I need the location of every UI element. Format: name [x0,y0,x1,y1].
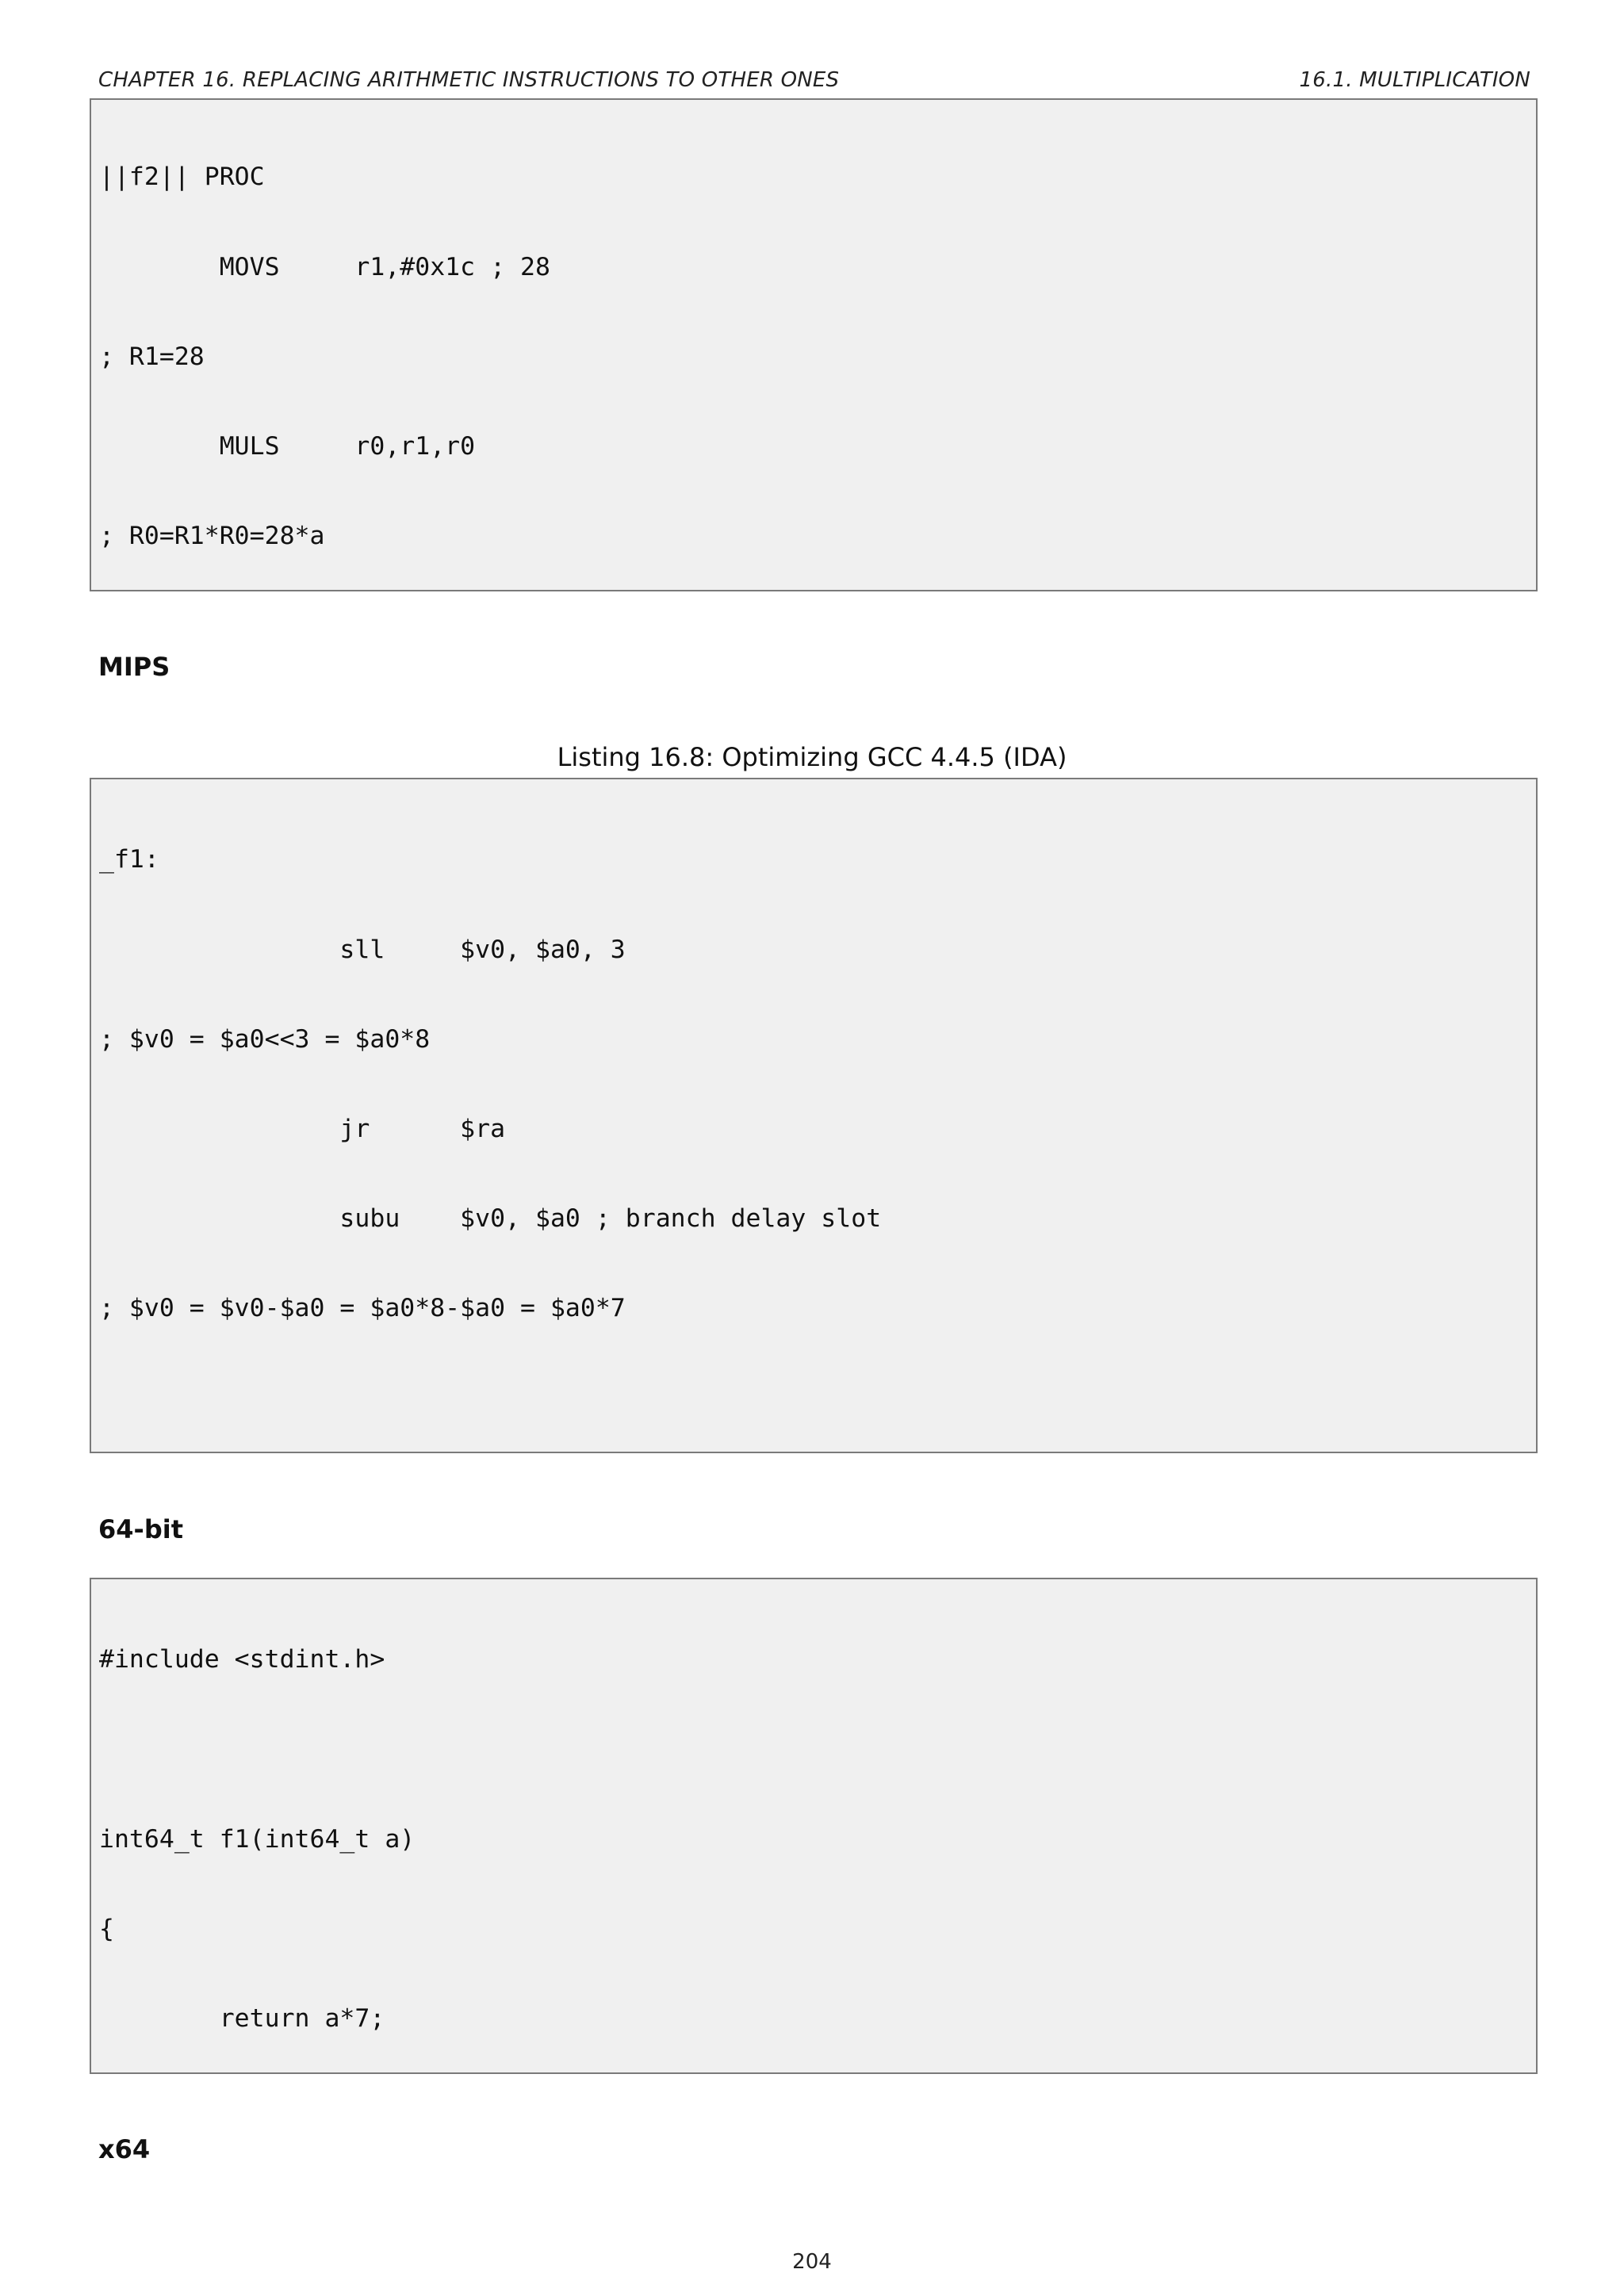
chapter-title: CHAPTER 16. REPLACING ARITHMETIC INSTRUCTIONS TO OTHER ONES [98,68,840,92]
code-line: ; $v0 = $v0-$a0 = $a0*8-$a0 = $a0*7 [99,1293,626,1322]
code-line: { [99,1914,114,1943]
code-line: subu $v0, $a0 ; branch delay slot [99,1203,882,1233]
code-line: MOVS r1,#0x1c ; 28 [99,252,550,281]
section-heading-64bit: 64-bit [98,1514,183,1544]
code-line: ; $v0 = $a0<<3 = $a0*8 [99,1024,431,1054]
code-line: int64_t f1(int64_t a) [99,1824,416,1854]
code-line: jr $ra [99,1114,506,1143]
code-line: sll $v0, $a0, 3 [99,935,626,964]
code-line [99,1383,1528,1414]
code-line: return a*7; [99,2003,385,2033]
code-line: _f1: [99,845,159,874]
page-number: 204 [792,2250,832,2274]
code-line: MULS r0,r1,r0 [99,431,476,461]
section-title: 16.1. MULTIPLICATION [1299,68,1530,92]
listing-caption: Listing 16.8: Optimizing GCC 4.4.5 (IDA) [557,742,1067,772]
code-line: ||f2|| PROC [99,163,265,192]
code-line: ; R0=R1*R0=28*a [99,521,325,550]
code-line: #include <stdint.h> [99,1645,385,1674]
code-line [99,1735,1528,1766]
code-line: ; R1=28 [99,342,205,371]
code-listing-c-source [90,1578,1538,2074]
running-header [98,68,1530,101]
code-listing-arm-thumb [90,98,1538,591]
section-heading-x64: x64 [98,2134,151,2164]
code-listing-mips [90,778,1538,1453]
section-heading-mips: MIPS [98,652,170,682]
